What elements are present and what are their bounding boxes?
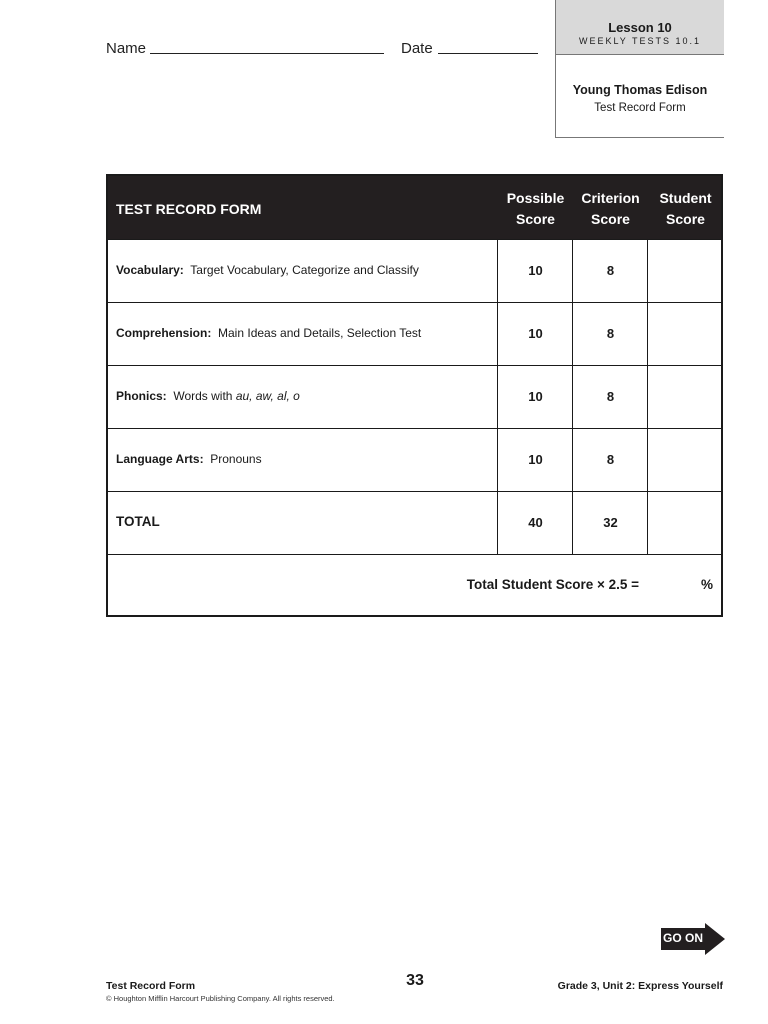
table-row bbox=[108, 428, 721, 492]
possible-score: 10 bbox=[528, 452, 543, 467]
row-label bbox=[116, 389, 300, 403]
criterion-score: 8 bbox=[606, 326, 615, 341]
criterion-score: 8 bbox=[606, 389, 615, 404]
criterion-score: 8 bbox=[606, 452, 615, 467]
possible-score: 10 bbox=[528, 326, 543, 341]
total-label: TOTAL bbox=[116, 514, 160, 529]
possible-score: 10 bbox=[528, 263, 543, 278]
footer-grade-unit: Grade 3, Unit 2: Express Yourself bbox=[557, 980, 723, 992]
column-criterion-score bbox=[573, 188, 648, 230]
footer-form-name: Test Record Form bbox=[106, 980, 196, 992]
category-description: Words with bbox=[173, 389, 236, 403]
total-criterion-score: 32 bbox=[603, 515, 618, 530]
final-score-row bbox=[108, 554, 721, 616]
go-on-label: GO ON bbox=[663, 931, 704, 945]
copyright-notice: © Houghton Mifflin Harcourt Publishing Company. All rights reserved. bbox=[106, 994, 335, 1003]
category-name: Vocabulary: bbox=[116, 263, 184, 277]
column-label-line2: Score bbox=[591, 211, 630, 227]
category-description-italic: au, aw, al, o bbox=[235, 389, 300, 403]
date-line[interactable] bbox=[438, 53, 538, 54]
page-number: 33 bbox=[406, 972, 424, 989]
category-description: Main Ideas and Details, Selection Test bbox=[218, 326, 422, 340]
category-description: Pronouns bbox=[210, 452, 262, 466]
percent-sign: % bbox=[700, 577, 713, 592]
lesson-box bbox=[555, 0, 724, 138]
column-label-line2: Score bbox=[516, 211, 555, 227]
table-row bbox=[108, 365, 721, 429]
column-label-line2: Score bbox=[666, 211, 705, 227]
table-header bbox=[108, 176, 721, 240]
name-label: Name bbox=[106, 40, 147, 57]
table-row bbox=[108, 239, 721, 303]
lesson-title: Lesson 10 bbox=[608, 20, 672, 35]
lesson-header bbox=[556, 0, 724, 55]
row-label bbox=[116, 452, 262, 466]
row-label bbox=[116, 326, 421, 340]
column-label-line1: Possible bbox=[506, 190, 565, 206]
table-title: TEST RECORD FORM bbox=[116, 201, 262, 217]
category-description: Target Vocabulary, Categorize and Classify bbox=[190, 263, 419, 277]
column-label-line1: Student bbox=[659, 190, 712, 206]
date-label: Date bbox=[401, 40, 433, 57]
total-row bbox=[108, 491, 721, 555]
column-label-line1: Criterion bbox=[581, 190, 640, 206]
name-line[interactable] bbox=[150, 53, 384, 54]
final-score-formula: Total Student Score × 2.5 = bbox=[466, 577, 639, 592]
category-name: Language Arts: bbox=[116, 452, 204, 466]
form-name: Test Record Form bbox=[594, 102, 686, 114]
story-title: Young Thomas Edison bbox=[572, 83, 708, 97]
column-student-score bbox=[648, 188, 723, 230]
criterion-score: 8 bbox=[606, 263, 615, 278]
possible-score: 10 bbox=[528, 389, 543, 404]
test-record-table bbox=[106, 174, 723, 617]
category-name: Comprehension: bbox=[116, 326, 212, 340]
total-possible-score: 40 bbox=[528, 515, 543, 530]
column-possible-score bbox=[498, 188, 573, 230]
weekly-tests-label: WEEKLY TESTS 10.1 bbox=[578, 36, 702, 46]
row-label bbox=[116, 263, 419, 277]
table-row bbox=[108, 302, 721, 366]
category-name: Phonics: bbox=[116, 389, 167, 403]
